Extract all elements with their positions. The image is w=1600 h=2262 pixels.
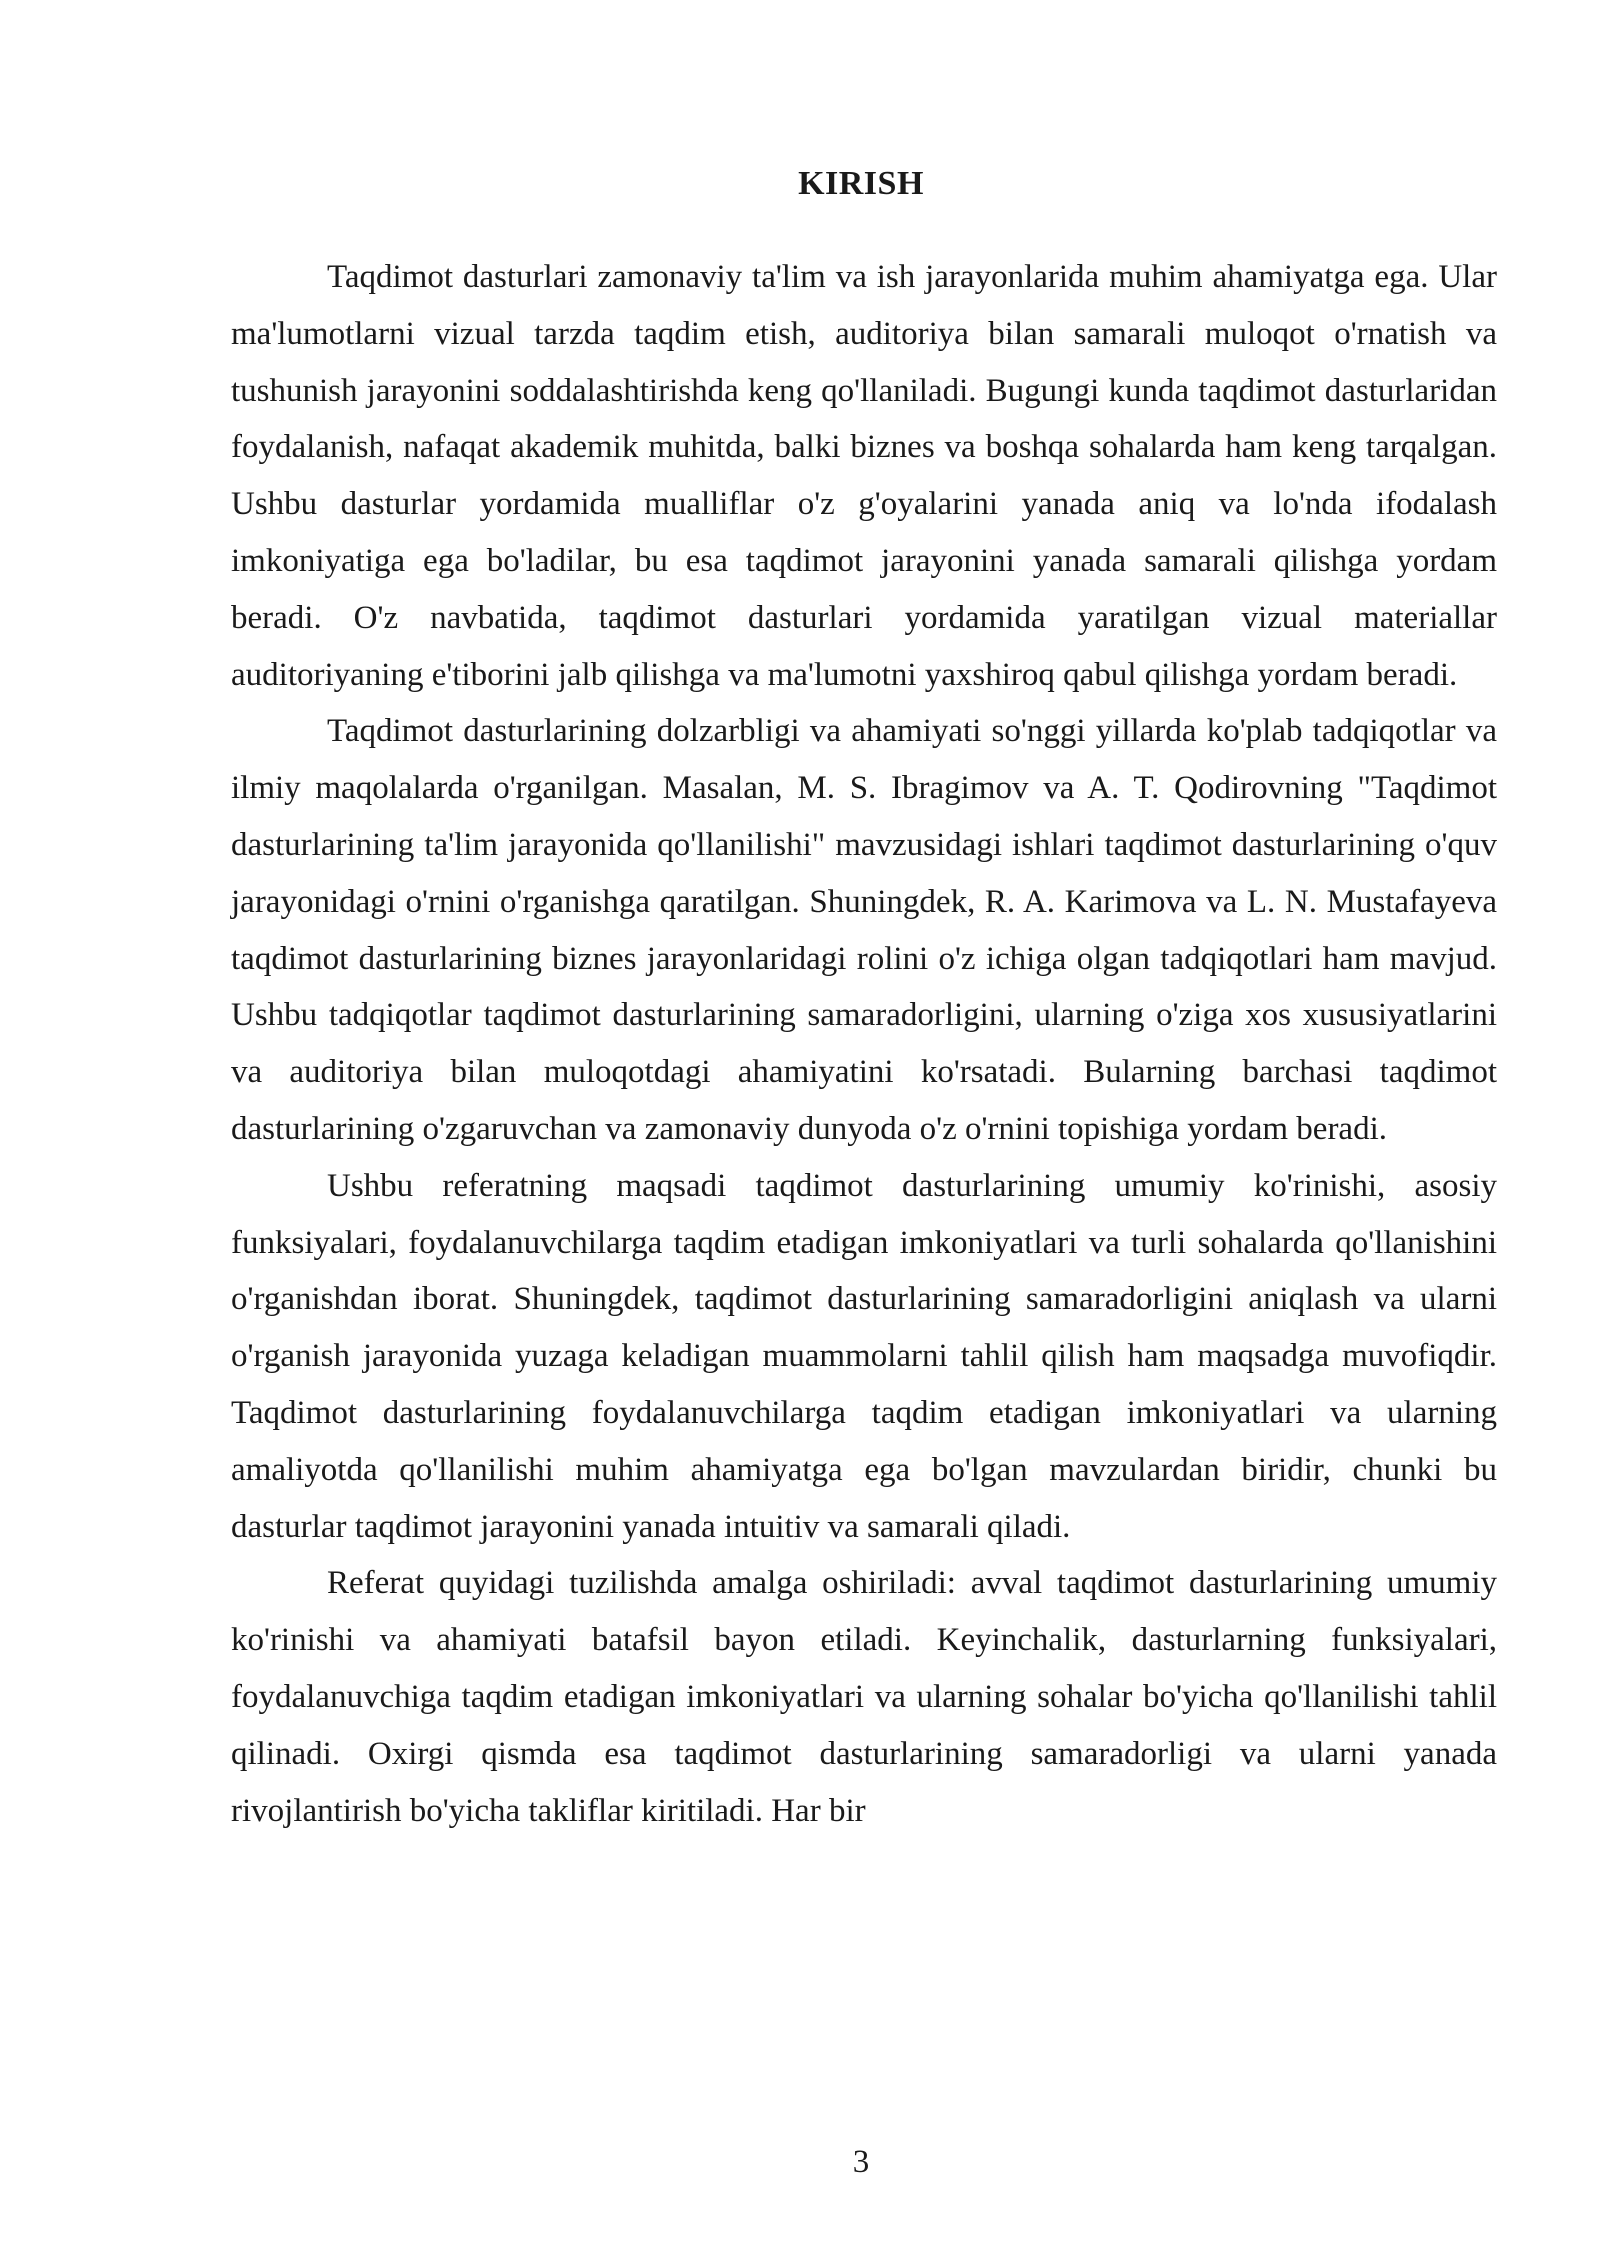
page-number: 3 bbox=[852, 2144, 870, 2180]
paragraph-4: Referat quyidagi tuzilishda amalga oshiriladi: avval taqdimot dasturlarining umumiy ko'rinishi va ahamiyati batafsil bayon etiladi. Keyinchalik, dasturlarning funksiyalari, foydalanuvchiga taqdim etadigan imkoniyatlari va ularning sohalar bo'yicha qo'llanilishi tahlil qilinadi. Oxirgi qismda esa taqdimot dasturlarining samaradorligi va ularni yanada rivojlantirish bo'yicha takliflar kiritiladi. Har bir bbox=[231, 1565, 1497, 1829]
section-heading: KIRISH bbox=[798, 165, 924, 202]
paragraph-2: Taqdimot dasturlarining dolzarbligi va ahamiyati so'nggi yillarda ko'plab tadqiqotlar va ilmiy maqolalarda o'rganilgan. Masalan, M. S. Ibragimov va A. T. Qodirovning "Taqdimot dasturlarining ta'lim jarayonida qo'llanilishi" mavzusidagi ishlari taqdimot dasturlarining o'quv jarayonidagi o'rnini o'rganishga qaratilgan. Shuningdek, R. A. Karimova va L. N. Mustafayeva taqdimot dasturlarining biznes jarayonlaridagi rolini o'z ichiga olgan tadqiqotlari ham mavjud. Ushbu tadqiqotlar taqdimot dasturlarining samaradorligini, ularning o'ziga xos xususiyatlarini va auditoriya bilan muloqotdagi ahamiyatini ko'rsatadi. Bularning barchasi taqdimot dasturlarining o'zgaruvchan va zamonaviy dunyoda o'z o'rnini topishiga yordam beradi. bbox=[231, 713, 1497, 1147]
paragraph-3: Ushbu referatning maqsadi taqdimot dasturlarining umumiy ko'rinishi, asosiy funksiyalari, foydalanuvchilarga taqdim etadigan imkoniyatlari va turli sohalarda qo'llanishini o'rganishdan iborat. Shuningdek, taqdimot dasturlarining samaradorligini aniqlash va ularni o'rganish jarayonida yuzaga keladigan muammolarni tahlil qilish ham maqsadga muvofiqdir. Taqdimot dasturlarining foydalanuvchilarga taqdim etadigan imkoniyatlari va ularning amaliyotda qo'llanilishi muhim ahamiyatga ega bo'lgan mavzulardan biridir, chunki bu dasturlar taqdimot jarayonini yanada intuitiv va samarali qiladi. bbox=[231, 1167, 1497, 1545]
body-text bbox=[231, 249, 1497, 1839]
paragraph-1: Taqdimot dasturlari zamonaviy ta'lim va ish jarayonlarida muhim ahamiyatga ega. Ular ma'lumotlarni vizual tarzda taqdim etish, auditoriya bilan samarali muloqot o'rnatish va tushunish jarayonini soddalashtirishda keng qo'llaniladi. Bugungi kunda taqdimot dasturlaridan foydalanish, nafaqat akademik muhitda, balki biznes va boshqa sohalarda ham keng tarqalgan. Ushbu dasturlar yordamida mualliflar o'z g'oyalarini yanada aniq va lo'nda ifodalash imkoniyatiga ega bo'ladilar, bu esa taqdimot jarayonini yanada samarali qilishga yordam beradi. O'z navbatida, taqdimot dasturlari yordamida yaratilgan vizual materiallar auditoriyaning e'tiborini jalb qilishga va ma'lumotni yaxshiroq qabul qilishga yordam beradi. bbox=[231, 259, 1497, 693]
